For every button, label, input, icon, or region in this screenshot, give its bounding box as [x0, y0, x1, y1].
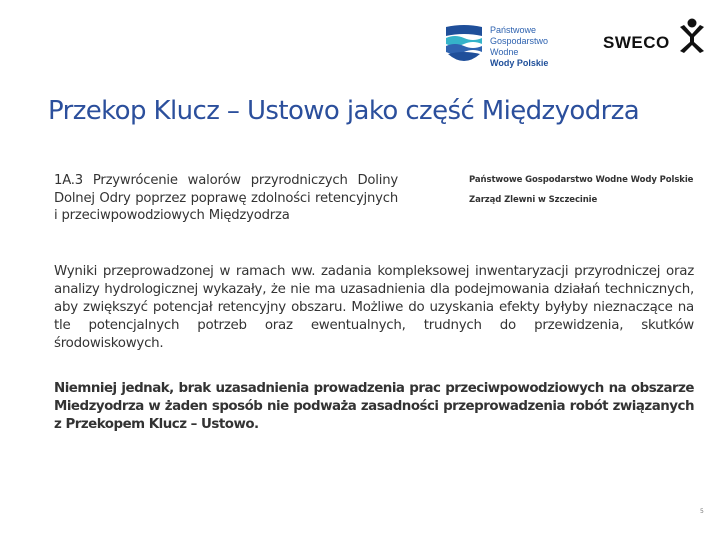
wody-polskie-logo-text	[490, 25, 564, 69]
body-paragraph-conclusion: Niemniej jednak, brak uzasadnienia prowadzenia prac przeciwpowodziowych na obszarze Miedzyodrza w żaden sposób nie podważa zasadności przeprowadzenia robót związanych z Przekopem Klucz – Ustowo.	[54, 381, 694, 432]
page-number: 5	[700, 508, 704, 515]
sweco-logo	[603, 17, 711, 57]
page-title: Przekop Klucz – Ustowo jako część Międzyodrza	[48, 96, 640, 126]
body-paragraph-results: Wyniki przeprowadzonej w ramach ww. zadania kompleksowej inwentaryzacji przyrodniczej oraz analizy hydrologicznej wykazały, że nie ma uzasadnienia dla podejmowania działań technicznych, aby zwiększyć potencjał retencyjny obszaru. Możliwe do uzyskania efekty byłyby nieznaczące na tle potencjalnych potrzeb oraz ewentualnych, trudnych do przewidzenia, skutków środowiskowych.	[54, 264, 694, 351]
wody-polskie-line2: Gospodarstwo Wodne	[490, 36, 549, 57]
organization-name: Państwowe Gospodarstwo Wodne Wody Polskie	[469, 175, 694, 185]
task-subtitle: 1A.3 Przywrócenie walorów przyrodniczych Doliny Dolnej Odry poprzez poprawę zdolności retencyjnych i przeciwpowodziowych Międzyodrza	[54, 173, 398, 223]
wody-polskie-logo	[444, 24, 564, 66]
wody-polskie-line1: Państwowe	[490, 25, 537, 35]
organization-unit: Zarząd Zlewni w Szczecinie	[469, 195, 598, 205]
sweco-figure-icon	[677, 17, 707, 53]
sweco-wordmark: SWECO	[603, 33, 670, 52]
wody-polskie-wave-icon	[444, 24, 484, 62]
wody-polskie-line3: Wody Polskie	[490, 58, 549, 68]
